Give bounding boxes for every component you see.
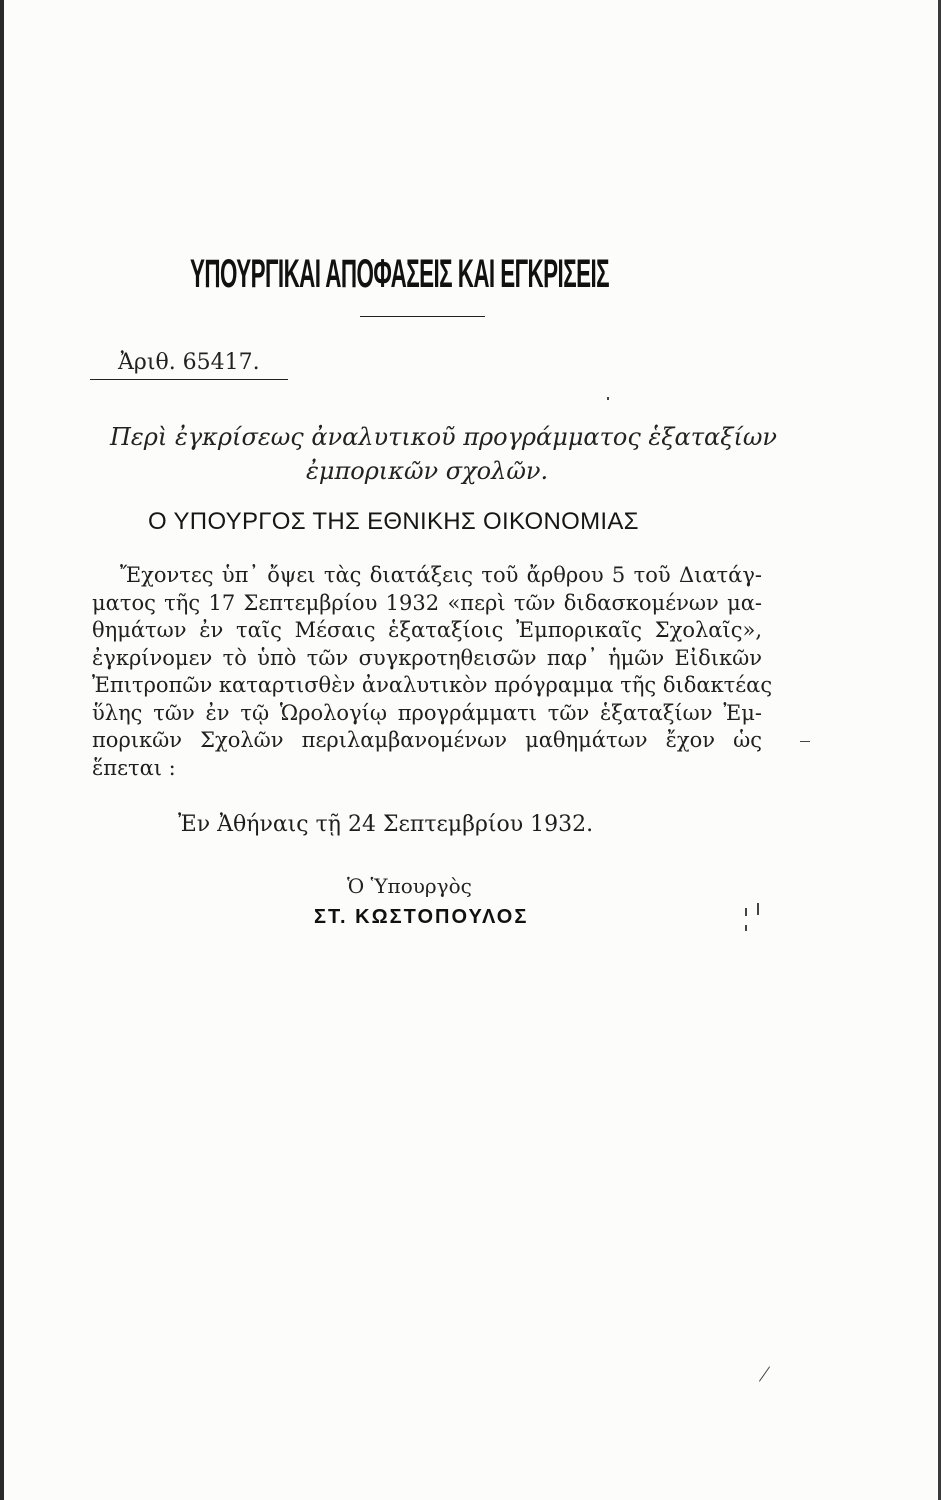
body-line: πορικῶν Σχολῶν περιλαμβανομένων μαθημάτων ἔχον ὡς [92,728,762,752]
decision-subject [110,420,778,488]
print-speck [757,903,759,915]
subject-line-1: Περὶ ἐγκρίσεως ἀναλυτικοῦ προγράμματος ἑξαταξίων [110,423,778,451]
body-line: Ἐπιτροπῶν καταρτισθὲν ἀναλυτικὸν πρόγραμμα τῆς διδακτέας [92,673,773,697]
body-line: θημάτων ἐν ταῖς Μέσαις ἑξαταξίοις Ἐμπορικαῖς Σχολαῖς», [92,618,762,642]
number-underline [90,379,288,380]
decision-number: Ἀριθ. 65417. [118,350,260,375]
body-line: ὕλης τῶν ἐν τῷ Ὡρολογίῳ προγράμματι τῶν ἑξαταξίων Ἐμ- [92,700,762,725]
date-line: Ἐν Ἀθήναις τῇ 24 Σεπτεμβρίου 1932. [178,812,594,837]
print-speck [800,741,810,742]
body-line: ἐγκρίνομεν τὸ ὑπὸ τῶν συγκροτηθεισῶν παρ᾽ ἡμῶν Εἰδικῶν [92,645,762,670]
page-edge-left [0,0,4,1500]
print-speck [745,925,747,931]
print-speck [745,908,747,916]
title-underline [360,316,485,317]
subject-line-2: ἐμπορικῶν σχολῶν. [306,457,549,485]
page-title: ΥΠΟΥΡΓΙΚΑΙ ΑΠΟΦΑΣΕΙΣ ΚΑΙ ΕΓΚΡΙΣΕΙΣ [190,252,610,296]
signer-name: ΣΤ. ΚΩΣΤΟΠΟΥΛΟΣ [314,906,529,928]
body-line: Ἔχοντες ὑπ᾽ ὄψει τὰς διατάξεις τοῦ ἄρθρου 5 τοῦ Διατάγ- [120,563,762,587]
body-line: ματος τῆς 17 Σεπτεμβρίου 1932 «περὶ τῶν διδασκομένων μα- [92,590,762,615]
body-line: ἕπεται : [92,755,176,780]
print-speck [607,397,609,400]
body-paragraph [92,562,773,782]
print-speck [759,1366,770,1381]
minister-heading: Ο ΥΠΟΥΡΓΟΣ ΤΗΣ ΕΘΝΙΚΗΣ ΟΙΚΟΝΟΜΙΑΣ [148,508,639,535]
signer-title: Ὁ Ὑπουργὸς [347,874,472,898]
